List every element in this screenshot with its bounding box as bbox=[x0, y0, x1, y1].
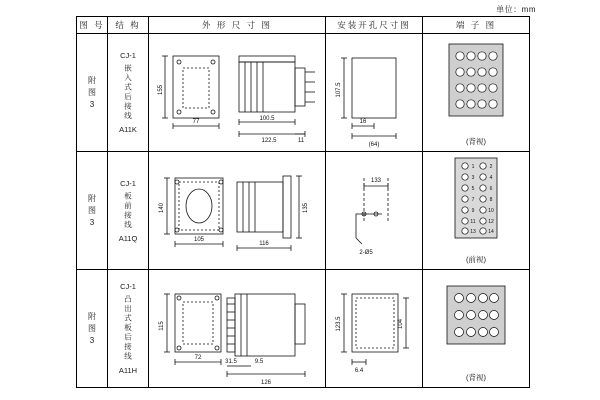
header-drawing-no: 图 号 bbox=[77, 17, 108, 34]
outline-drawing-1 bbox=[149, 34, 325, 151]
mounting-drawing-cell bbox=[326, 152, 423, 270]
dim-label: 11 bbox=[297, 138, 305, 144]
svg-text:10: 10 bbox=[488, 208, 494, 214]
dim-label: 77 bbox=[192, 119, 200, 125]
dim-label: (64) bbox=[368, 142, 380, 148]
table-header-row bbox=[77, 17, 530, 34]
spec-table bbox=[76, 16, 530, 388]
unit-note: 单位：mm bbox=[496, 5, 536, 14]
mounting-drawing-2 bbox=[326, 152, 422, 269]
drawing-no-char: 附 bbox=[88, 311, 96, 321]
dim-label: 126 bbox=[260, 380, 272, 386]
mounting-drawing-cell bbox=[326, 270, 423, 388]
dim-label: 123.5 bbox=[336, 316, 342, 332]
structure-desc: 板前接线 bbox=[123, 191, 133, 230]
svg-text:1: 1 bbox=[471, 164, 475, 170]
mounting-drawing-1 bbox=[326, 34, 422, 151]
dim-label: 116 bbox=[259, 241, 269, 247]
terminal-diagram-2 bbox=[423, 152, 529, 252]
terminal-drawing-cell bbox=[423, 152, 530, 270]
structure-suffix: A11Q bbox=[118, 233, 138, 243]
table-row bbox=[77, 152, 530, 270]
dim-label: 140 bbox=[159, 202, 165, 214]
svg-text:4: 4 bbox=[489, 175, 493, 181]
svg-text:12: 12 bbox=[488, 219, 494, 225]
structure-desc: 凸出式板后接线 bbox=[123, 295, 133, 362]
svg-text:2: 2 bbox=[489, 164, 493, 170]
drawing-no-char: 图 bbox=[88, 205, 96, 215]
drawing-no-cell bbox=[77, 152, 108, 270]
table-row bbox=[77, 270, 530, 388]
svg-text:7: 7 bbox=[471, 197, 475, 203]
terminal-caption: (背视) bbox=[466, 137, 486, 146]
dim-label: 2-Ø5 bbox=[359, 250, 373, 256]
header-mounting: 安装开孔尺寸图 bbox=[326, 17, 423, 34]
dim-label: 105 bbox=[193, 237, 205, 243]
outline-drawing-cell bbox=[149, 34, 326, 152]
structure-cell bbox=[108, 34, 149, 152]
svg-text:11: 11 bbox=[470, 219, 476, 225]
mounting-drawing-3 bbox=[326, 270, 422, 387]
svg-text:5: 5 bbox=[471, 186, 475, 192]
svg-text:3: 3 bbox=[471, 175, 475, 181]
drawing-no-char: 图 bbox=[88, 87, 96, 97]
mounting-drawing-cell bbox=[326, 34, 423, 152]
structure-code: CJ-1 bbox=[120, 282, 136, 292]
outline-drawing-cell bbox=[149, 152, 326, 270]
outline-drawing-cell bbox=[149, 270, 326, 388]
terminal-diagram-1 bbox=[423, 34, 529, 134]
structure-suffix: A11H bbox=[118, 365, 138, 375]
dim-label: 6.4 bbox=[354, 368, 364, 374]
dim-label: 104 bbox=[398, 318, 404, 330]
dim-label: 155 bbox=[158, 84, 164, 96]
drawing-no-char: 附 bbox=[88, 75, 96, 85]
terminal-drawing-cell bbox=[423, 34, 530, 152]
dim-label: 135 bbox=[303, 202, 309, 214]
svg-text:8: 8 bbox=[489, 197, 493, 203]
drawing-no-cell bbox=[77, 34, 108, 152]
header-structure: 结 构 bbox=[108, 17, 149, 34]
drawing-no-char: 图 bbox=[88, 323, 96, 333]
dim-label: 115 bbox=[159, 321, 165, 331]
dim-label: 107.5 bbox=[336, 82, 342, 98]
svg-text:13: 13 bbox=[470, 229, 476, 235]
dim-label: 133 bbox=[370, 178, 382, 184]
dim-label: 16 bbox=[359, 119, 367, 125]
terminal-diagram-3 bbox=[423, 270, 529, 370]
drawing-no-char: 附 bbox=[88, 193, 96, 203]
outline-drawing-3 bbox=[149, 270, 325, 387]
dim-label: 122.5 bbox=[261, 138, 277, 144]
structure-code: CJ-1 bbox=[120, 51, 136, 60]
structure-desc: 嵌入式后接线 bbox=[123, 64, 133, 121]
svg-text:6: 6 bbox=[489, 186, 493, 192]
structure-cell bbox=[108, 152, 149, 270]
svg-text:9: 9 bbox=[471, 208, 475, 214]
dim-label: 72 bbox=[194, 355, 202, 361]
dim-label: 100.5 bbox=[259, 116, 275, 122]
dim-label: 31.5 bbox=[225, 359, 237, 365]
structure-code: CJ-1 bbox=[120, 178, 136, 188]
svg-text:14: 14 bbox=[488, 229, 494, 235]
structure-cell bbox=[108, 270, 149, 388]
structure-suffix: A11K bbox=[119, 125, 137, 134]
terminal-drawing-cell bbox=[423, 270, 530, 388]
drawing-no-char: 3 bbox=[89, 217, 95, 227]
drawing-no-char: 3 bbox=[89, 335, 95, 345]
drawing-no-cell bbox=[77, 270, 108, 388]
header-outline: 外 形 尺 寸 图 bbox=[149, 17, 326, 34]
table-row bbox=[77, 34, 530, 152]
header-terminal: 端 子 图 bbox=[423, 17, 530, 34]
terminal-caption: (背视) bbox=[466, 373, 486, 382]
terminal-caption: (前视) bbox=[466, 255, 486, 264]
outline-drawing-2 bbox=[149, 152, 325, 269]
dim-label: 9.5 bbox=[254, 359, 264, 365]
drawing-no-char: 3 bbox=[89, 99, 95, 109]
